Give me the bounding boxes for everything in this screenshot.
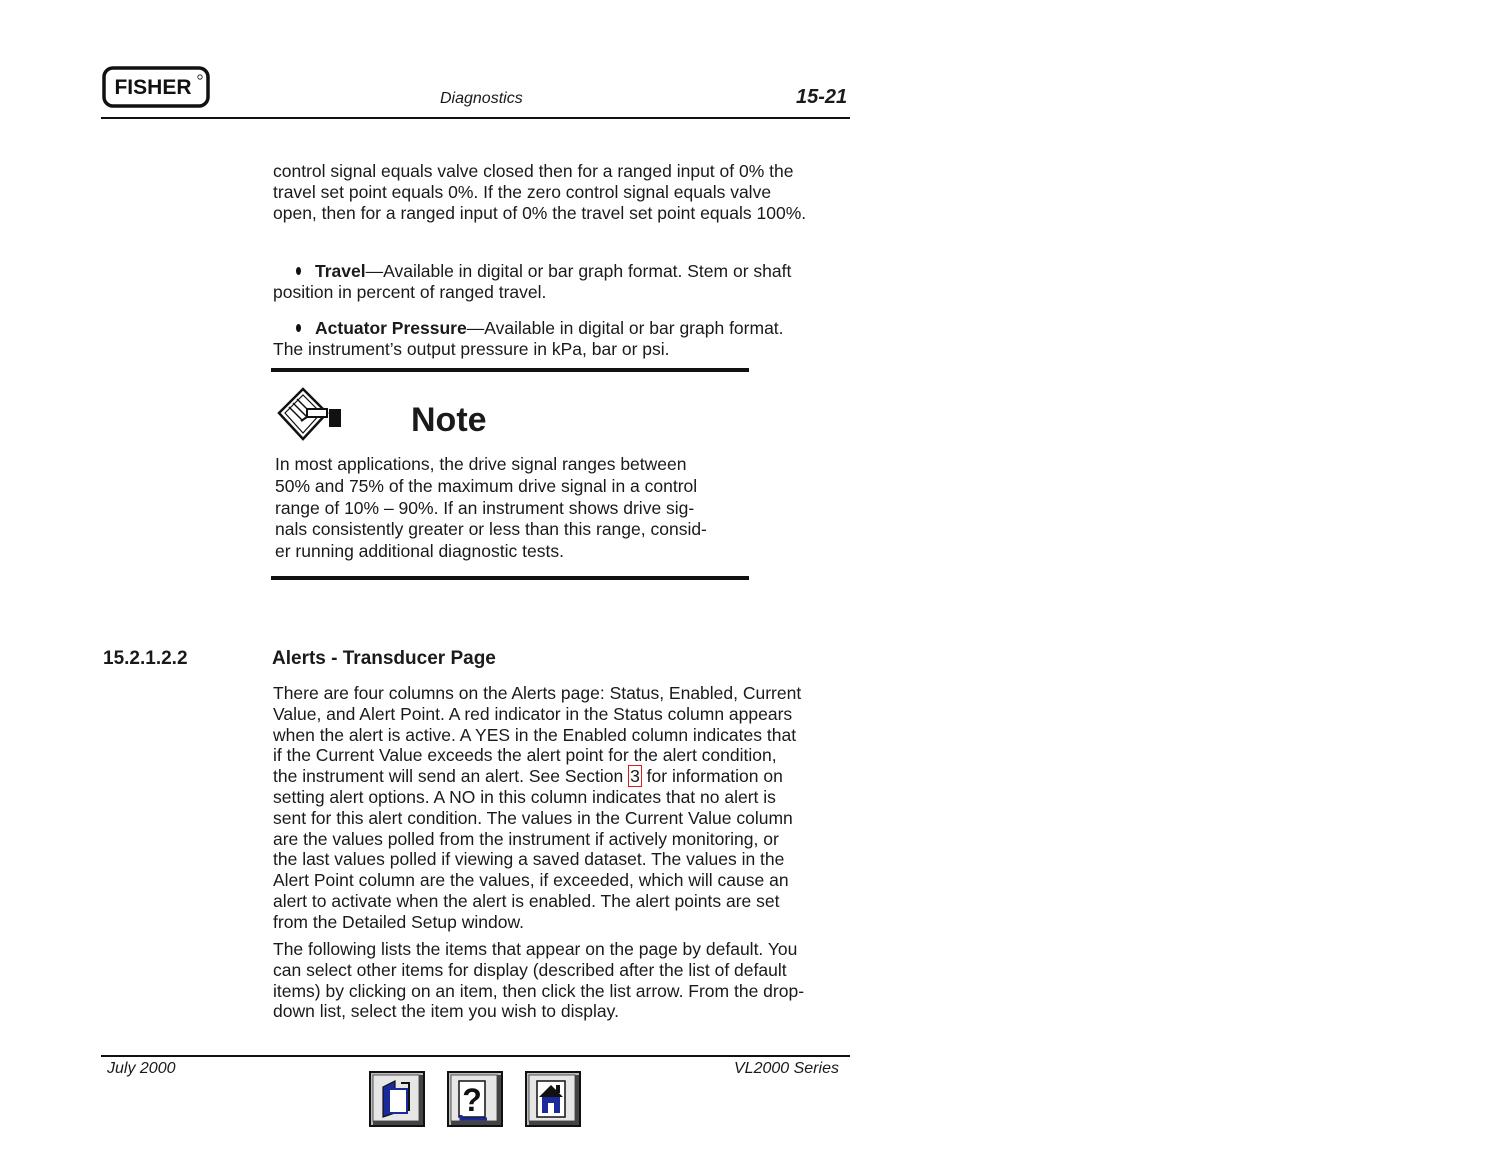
book-index-icon[interactable] — [369, 1071, 425, 1127]
alerts-text-b: for information on setting alert options. A NO in this column indicates that no alert is sent for this alert condition. The values in the Current Value column are the values polled from the instrument if actively monitoring, or the last values polled if viewing a saved dataset. The values in the Alert Point column are the values, if exceeded, which will cause an alert to activate when the alert is enabled. The alert points are set from the Detailed Setup window. — [273, 766, 793, 932]
bullet-text: —Available in digital or bar graph format. — [466, 317, 784, 338]
bullet-text-cont: The instrument’s output pressure in kPa, bar or psi. — [273, 338, 670, 359]
header-section-title: Diagnostics — [440, 90, 523, 107]
pencil-note-icon — [277, 387, 345, 443]
footer-date: July 2000 — [107, 1060, 176, 1077]
bullet-icon — [296, 267, 301, 275]
alerts-paragraph — [273, 683, 863, 933]
footer-series: VL2000 Series — [734, 1060, 839, 1077]
bullet-text: —Available in digital or bar graph format. Stem or shaft — [365, 260, 792, 281]
help-question-icon[interactable] — [447, 1071, 503, 1127]
bullet-item-travel — [273, 240, 863, 302]
bullet-icon — [296, 324, 301, 332]
home-icon[interactable] — [525, 1071, 581, 1127]
note-body: In most applications, the drive signal ranges between 50% and 75% of the maximum drive signal in a control range of 10% – 90%. If an instrument shows drive sig- nals consistently greater or less than this range, consid- er running additional diagnostic tests. — [275, 454, 707, 562]
fisher-logo — [102, 66, 210, 108]
section-3-link[interactable]: 3 — [630, 766, 640, 787]
bullet-term: Travel — [315, 260, 366, 281]
svg-text:?: ? — [462, 1082, 482, 1118]
note-bottom-rule — [271, 576, 749, 580]
svg-text:FISHER: FISHER — [114, 76, 192, 99]
note-title: Note — [411, 401, 487, 439]
bullet-item-actuator-pressure — [273, 297, 863, 359]
default-items-paragraph: The following lists the items that appear on the page by default. You can select other items for display (described after the list of default items) by clicking on an item, then click the list arrow. From the drop- down list, select the item you wish to display. — [273, 939, 805, 1022]
header-rule — [101, 117, 850, 119]
bullet-text-cont: position in percent of ranged travel. — [273, 281, 547, 302]
section-title: Alerts - Transducer Page — [272, 648, 496, 669]
footer-rule — [101, 1055, 850, 1057]
intro-paragraph: control signal equals valve closed then for a ranged input of 0% the travel set point equals 0%. If the zero control signal equals valve open, then for a ranged input of 0% the travel set point equals 100%. — [273, 161, 807, 223]
bullet-term: Actuator Pressure — [315, 317, 467, 338]
header-page-number: 15-21 — [796, 86, 848, 108]
section-number: 15.2.1.2.2 — [103, 648, 188, 669]
alerts-text-a: There are four columns on the Alerts page: Status, Enabled, Current Value, and Alert Point. A red indicator in the Status column appears when the alert is active. A YES in the Enabled column indicates that if the Current Value exceeds the alert point for the alert condition, the instrument will send an alert. See Section — [273, 683, 802, 787]
note-top-rule — [271, 368, 749, 372]
